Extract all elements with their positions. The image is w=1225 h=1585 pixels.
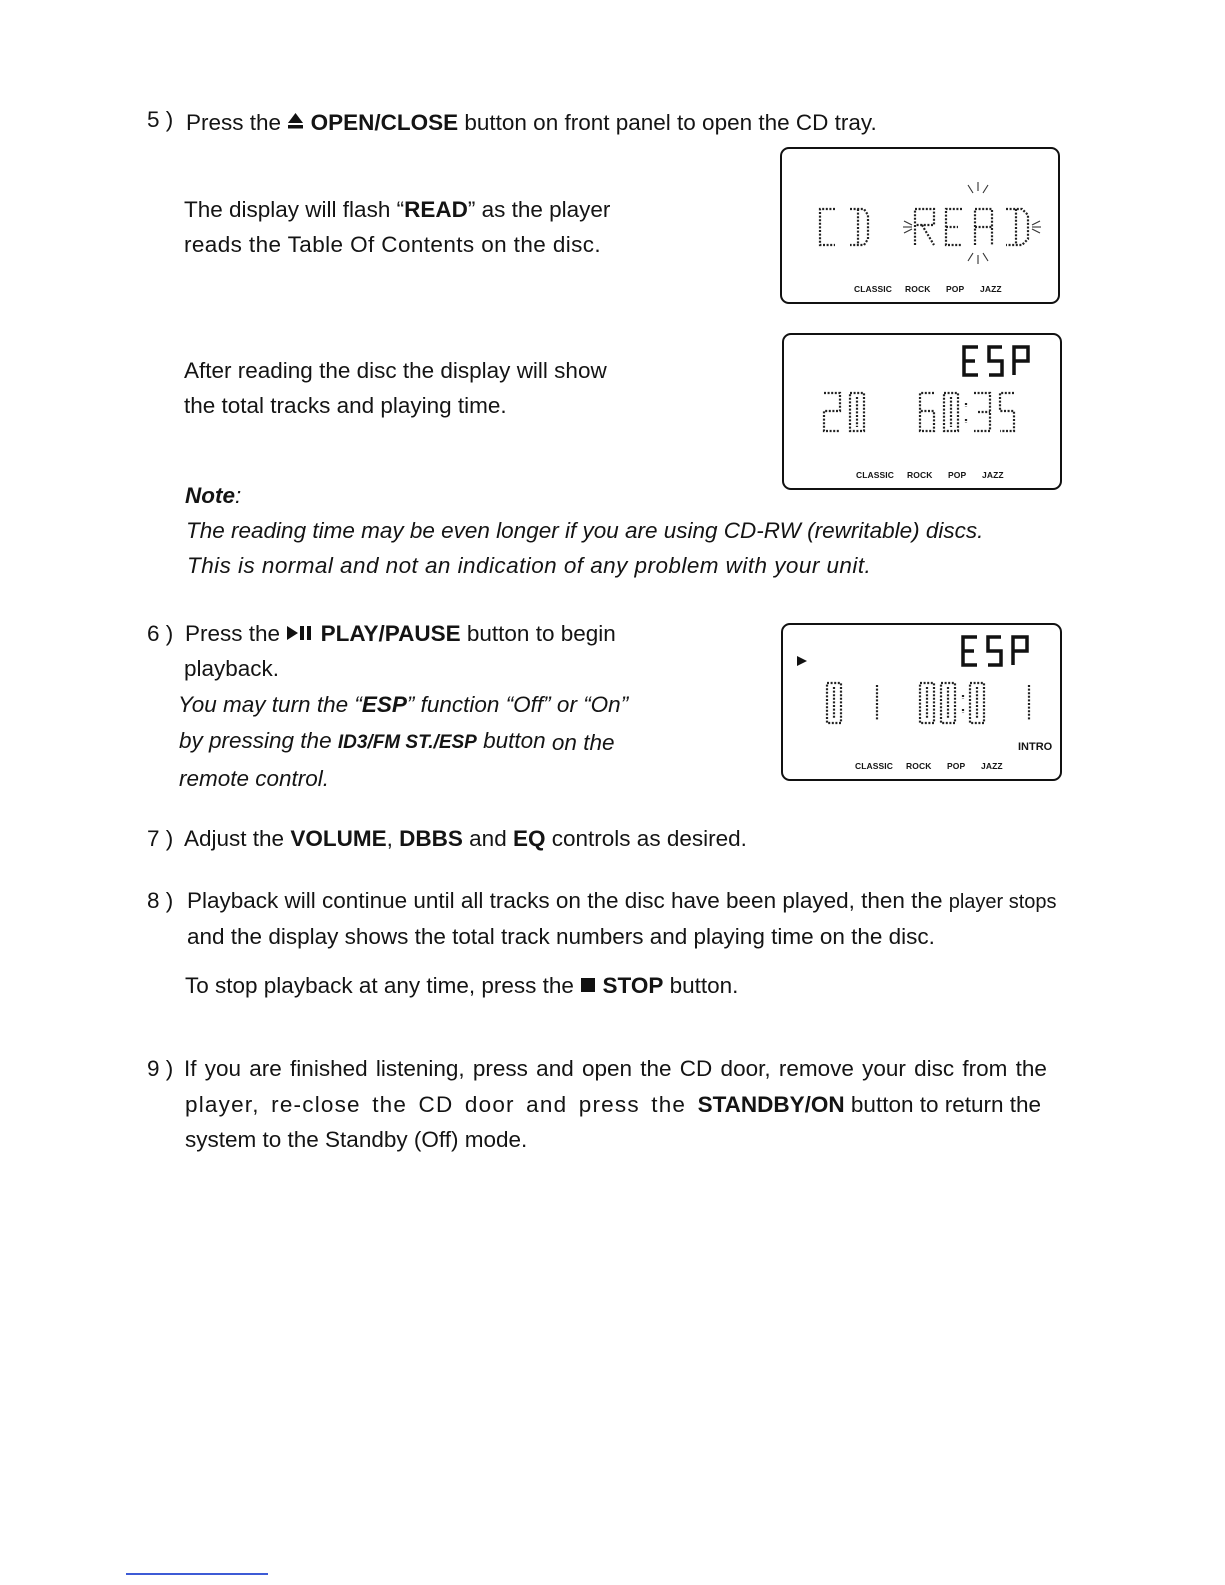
eq-label: EQ (512, 826, 546, 851)
esp-line-2-mid: button (476, 728, 546, 753)
step-9-line-2-post: button to return the (844, 1092, 1042, 1117)
esp-button-label: ID3/FM ST./ESP (337, 732, 477, 753)
volume-label: VOLUME (290, 826, 387, 851)
lcd-read-segments (782, 149, 1062, 306)
after-desc-line-1: After reading the disc the display will show (184, 358, 607, 383)
read-desc-line-2: reads the Table Of Contents on the disc. (184, 232, 602, 257)
stop-post: button. (669, 973, 739, 998)
note-colon: : (235, 483, 242, 508)
lcd-totals-segments (784, 335, 1064, 492)
note-line-2: This is normal and not an indication of any problem with your unit. (187, 553, 872, 578)
step-7-line (184, 825, 747, 853)
esp-line-2-pre: by pressing the (179, 728, 338, 753)
step-7-number: 7 ) (147, 826, 174, 851)
step-9-line-3: system to the Standby (Off) mode. (185, 1127, 528, 1152)
step-8-line-1-text: Playback will continue until all tracks on the disc have been played, then the (187, 888, 943, 913)
footer-rule (126, 1573, 268, 1575)
eq-pop: POP (948, 470, 967, 480)
note-label (185, 482, 241, 510)
eq-classic: CLASSIC (855, 761, 894, 771)
lcd-display-playing (781, 623, 1062, 781)
step-8-line-2: and the display shows the total track numbers and playing time on the disc. (187, 924, 935, 949)
step-5-line (186, 109, 877, 137)
eq-jazz: JAZZ (982, 470, 1004, 480)
eq-rock: ROCK (906, 761, 932, 771)
esp-line-3: remote control. (179, 766, 330, 791)
step-7-pre: Adjust the (184, 826, 285, 851)
stop-label: STOP (602, 973, 664, 998)
esp-line-2 (179, 727, 614, 757)
step-9-number: 9 ) (147, 1056, 174, 1081)
esp-line-1-pre: You may turn the “ (178, 692, 362, 717)
eq-classic: CLASSIC (854, 284, 893, 294)
eq-pop: POP (946, 284, 965, 294)
play-pause-icon (286, 625, 314, 641)
eq-jazz: JAZZ (980, 284, 1002, 294)
play-indicator-icon (797, 656, 807, 666)
step-5-pre: Press the (186, 110, 282, 135)
play-pause-label: PLAY/PAUSE (320, 621, 461, 646)
step-7-comma: , (386, 826, 393, 851)
lcd-display-read (780, 147, 1060, 304)
step-9-line-2-pre: player, re-close the CD door and press the (185, 1092, 698, 1117)
read-desc-line-1 (184, 196, 610, 224)
read-desc-post: ” as the player (467, 197, 611, 222)
step-6-post: button to begin (466, 621, 616, 646)
esp-line-1 (178, 691, 628, 719)
standby-on-label: STANDBY/ON (697, 1092, 845, 1117)
eq-jazz: JAZZ (981, 761, 1003, 771)
esp-line-2-post: on the (545, 730, 615, 755)
step-9-line-2 (185, 1091, 1041, 1119)
eq-rock: ROCK (905, 284, 931, 294)
step-5-post: button on front panel to open the CD tray. (464, 110, 877, 135)
step-7-and: and (469, 826, 507, 851)
step-7-post: controls as desired. (551, 826, 747, 851)
read-desc-bold: READ (404, 197, 468, 222)
note-label-text: Note (185, 483, 235, 508)
eq-rock: ROCK (907, 470, 933, 480)
open-close-label: OPEN/CLOSE (310, 110, 459, 135)
stop-line (185, 972, 738, 1000)
eject-icon (287, 112, 304, 130)
step-6-line-2: playback. (184, 656, 280, 681)
note-line-1: The reading time may be even longer if you are using CD-RW (rewritable) discs. (186, 518, 984, 543)
dbbs-label: DBBS (399, 826, 463, 851)
step-6-pre: Press the (185, 621, 281, 646)
after-desc-line-2: the total tracks and playing time. (184, 393, 507, 418)
step-8-number: 8 ) (147, 888, 174, 913)
eq-classic: CLASSIC (856, 470, 895, 480)
step-5-number: 5 ) (147, 107, 174, 132)
step-6-number: 6 ) (147, 621, 174, 646)
lcd-display-totals (782, 333, 1062, 490)
step-8-line-1-small: player stops (948, 891, 1057, 913)
read-desc-pre: The display will flash “ (184, 197, 405, 222)
step-8-line-1 (187, 887, 1057, 916)
esp-line-1-post: ” function “Off” or “On” (406, 692, 629, 717)
step-6-line (185, 620, 616, 648)
eq-pop: POP (947, 761, 966, 771)
lcd-playing-segments (783, 625, 1064, 783)
intro-indicator: INTRO (1018, 741, 1053, 753)
esp-line-1-bold: ESP (361, 692, 407, 717)
stop-icon (580, 977, 596, 993)
step-9-line-1: If you are finished listening, press and open the CD door, remove your disc from the (184, 1056, 1047, 1081)
stop-pre: To stop playback at any time, press the (185, 973, 574, 998)
